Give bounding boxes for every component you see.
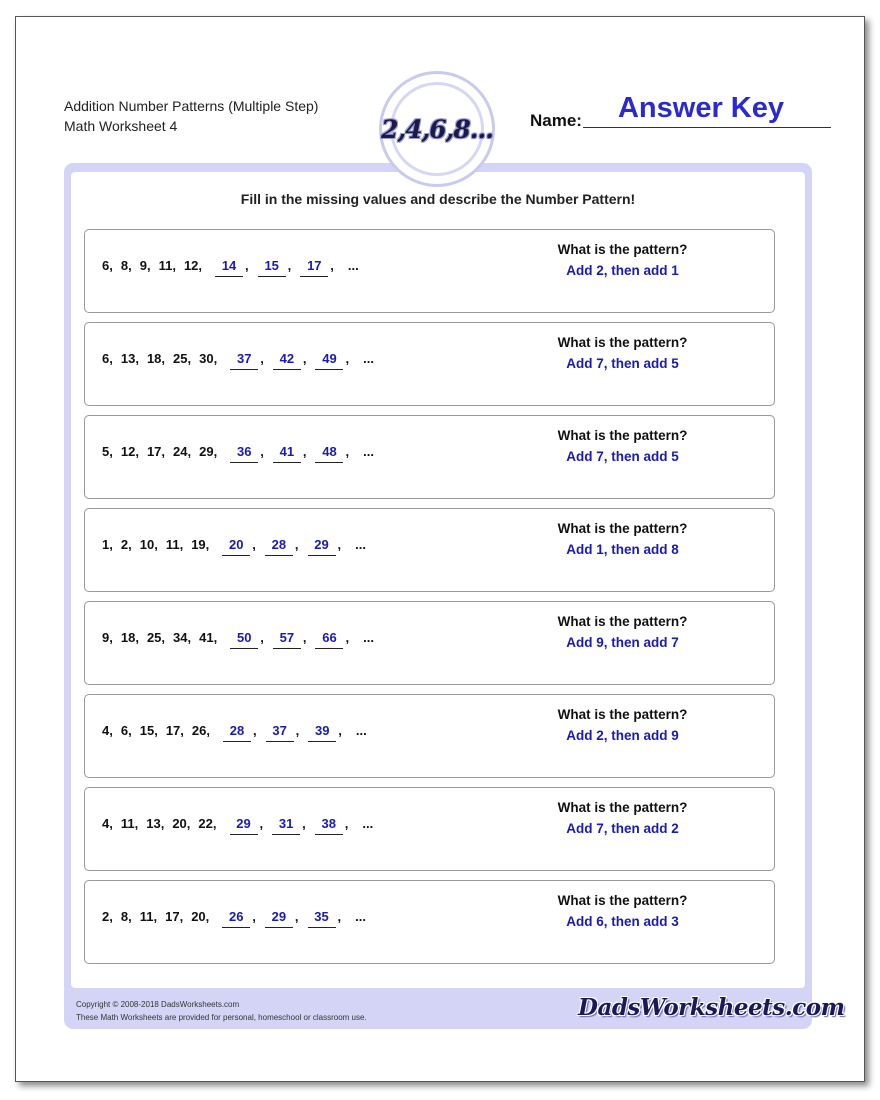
number-sequence: 1 , 2 , 10 , 11 , 19 , 20 , 28 , 29 , ... [102,537,366,556]
ellipsis: ... [347,258,359,273]
answer-blank[interactable]: 28 [265,537,293,556]
sequence-number: 15 [139,723,155,738]
pattern-answer: Add 6, then add 3 [566,914,679,929]
answer-blank[interactable]: 39 [308,723,336,742]
ellipsis: ... [363,444,374,459]
pattern-answer: Add 9, then add 7 [566,635,679,650]
sequence-number: 25 [173,351,188,366]
answer-blank[interactable]: 31 [272,816,300,835]
sequence-number: 29 [199,444,214,459]
problem-box [84,601,775,685]
sequence-number: 8 [120,909,129,924]
ellipsis: ... [362,816,374,831]
sequence-number: 10 [139,537,155,552]
answer-blank[interactable]: 29 [230,816,258,835]
pattern-answer: Add 2, then add 9 [566,728,679,743]
pattern-question: What is the pattern? [557,521,688,536]
sequence-number: 20 [191,909,206,924]
sequence-number: 9 [102,630,110,645]
problem-box [84,415,775,499]
brand-logo: DadsWorksheets.com [578,994,845,1021]
answer-blank[interactable]: 15 [258,258,286,277]
usage-note: These Math Worksheets are provided for personal, homeschool or classroom use. [76,1013,367,1022]
number-sequence: 4 , 6 , 15 , 17 , 26 , 28 , 37 , 39 , ... [102,723,367,742]
worksheet-subtitle: Math Worksheet 4 [64,118,178,134]
copyright-text: Copyright © 2008-2018 DadsWorksheets.com [76,1000,240,1009]
answer-blank[interactable]: 48 [315,444,343,463]
sequence-number: 4 [102,816,110,831]
answer-blank[interactable]: 20 [222,537,250,556]
ellipsis: ... [355,909,366,924]
pattern-question: What is the pattern? [557,614,688,629]
sequence-number: 41 [199,630,214,645]
answer-blank[interactable]: 29 [265,909,293,928]
problem-box [84,229,775,313]
name-line [583,127,831,128]
ellipsis: ... [363,630,374,645]
number-sequence: 2 , 8 , 11 , 17 , 20 , 26 , 29 , 35 , ... [102,909,366,928]
sequence-number: 11 [158,258,173,273]
sequence-number: 9 [139,258,147,273]
number-sequence: 6 , 8 , 9 , 11 , 12 , 14 , 15 , 17 , ... [102,258,359,277]
number-sequence: 6 , 13 , 18 , 25 , 30 , 37 , 42 , 49 , ... [102,351,374,370]
pattern-question: What is the pattern? [557,335,688,350]
pattern-answer: Add 7, then add 2 [566,821,679,836]
problem-box [84,880,775,964]
sequence-number: 11 [139,909,154,924]
problem-box [84,322,775,406]
sequence-number: 26 [191,723,207,738]
pattern-question: What is the pattern? [557,800,688,815]
sequence-number: 6 [102,351,110,366]
name-label: Name: [530,111,582,130]
sequence-number: 24 [173,444,188,459]
sequence-number: 13 [146,816,161,831]
answer-blank[interactable]: 66 [315,630,343,649]
pattern-question: What is the pattern? [557,893,688,908]
ellipsis: ... [355,723,367,738]
sequence-number: 11 [165,537,180,552]
sequence-number: 13 [120,351,136,366]
pattern-question: What is the pattern? [557,707,688,722]
sequence-number: 17 [146,444,162,459]
sequence-number: 1 [102,537,110,552]
sequence-number: 6 [120,723,129,738]
sequence-number: 2 [102,909,110,924]
answer-blank[interactable]: 29 [308,537,336,556]
answer-key-label: Answer Key [617,92,784,124]
worksheet-title: Addition Number Patterns (Multiple Step) [64,98,319,114]
sequence-number: 12 [183,258,199,273]
answer-blank[interactable]: 36 [230,444,258,463]
number-sequence: 4 , 11 , 13 , 20 , 22 , 29 , 31 , 38 , ... [102,816,373,835]
answer-blank[interactable]: 37 [230,351,258,370]
answer-blank[interactable]: 50 [230,630,258,649]
answer-blank[interactable]: 49 [315,351,343,370]
sequence-number: 20 [172,816,187,831]
sequence-number: 30 [199,351,214,366]
logo-badge [379,71,495,187]
answer-blank[interactable]: 14 [215,258,243,277]
answer-blank[interactable]: 38 [315,816,343,835]
sequence-number: 6 [102,258,110,273]
sequence-number: 18 [146,351,162,366]
sequence-number: 17 [165,723,181,738]
logo-ring [381,82,493,176]
sequence-number: 19 [191,537,206,552]
sequence-number: 34 [173,630,188,645]
sequence-number: 25 [146,630,162,645]
ellipsis: ... [355,537,366,552]
sequence-number: 11 [120,816,135,831]
answer-blank[interactable]: 17 [300,258,328,277]
ellipsis: ... [363,351,374,366]
sequence-number: 8 [120,258,129,273]
number-sequence: 5 , 12 , 17 , 24 , 29 , 36 , 41 , 48 , ... [102,444,374,463]
problem-box [84,508,775,592]
answer-blank[interactable]: 42 [273,351,301,370]
pattern-answer: Add 7, then add 5 [566,449,679,464]
instructions: Fill in the missing values and describe the Number Pattern! [240,191,636,207]
answer-blank[interactable]: 28 [223,723,251,742]
pattern-question: What is the pattern? [557,428,688,443]
logo-text: 2,4,6,8... [381,114,493,144]
pattern-answer: Add 7, then add 5 [566,356,679,371]
answer-blank[interactable]: 26 [222,909,250,928]
number-sequence: 9 , 18 , 25 , 34 , 41 , 50 , 57 , 66 , ... [102,630,374,649]
sequence-number: 4 [102,723,110,738]
sequence-number: 5 [102,444,110,459]
pattern-question: What is the pattern? [557,242,688,257]
problem-box [84,787,775,871]
sequence-number: 2 [120,537,129,552]
worksheet-title-block [64,96,318,136]
sequence-number: 18 [120,630,136,645]
footer-text [76,998,367,1024]
pattern-answer: Add 2, then add 1 [566,263,679,278]
answer-blank[interactable]: 35 [308,909,336,928]
answer-blank[interactable]: 37 [266,723,294,742]
sequence-number: 22 [198,816,213,831]
problem-box [84,694,775,778]
pattern-answer: Add 1, then add 8 [566,542,679,557]
answer-blank[interactable]: 57 [273,630,301,649]
answer-blank[interactable]: 41 [273,444,301,463]
sequence-number: 12 [120,444,136,459]
sequence-number: 17 [165,909,180,924]
